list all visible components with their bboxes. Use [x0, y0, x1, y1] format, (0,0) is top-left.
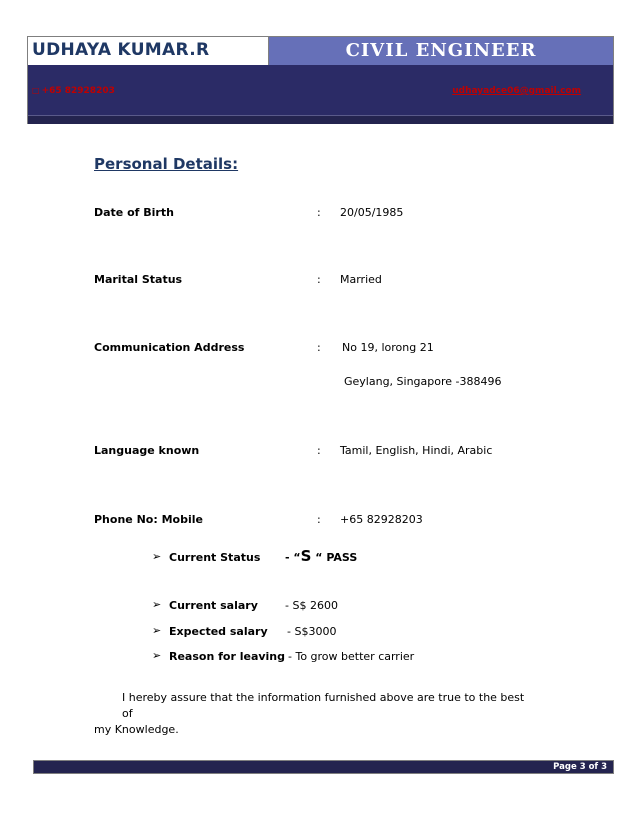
language-label: Language known	[94, 444, 200, 457]
bullet-arrow-icon: ➢	[152, 550, 162, 563]
phone-colon: :	[317, 513, 321, 526]
dob-label: Date of Birth	[94, 206, 174, 219]
address-label: Communication Address	[94, 341, 245, 354]
language-value: Tamil, English, Hindi, Arabic	[340, 444, 493, 457]
resume-header	[27, 36, 614, 124]
address-line2: Geylang, Singapore -388496	[344, 375, 502, 388]
name-cell	[28, 37, 269, 65]
bullet-arrow-icon: ➢	[152, 624, 162, 637]
reason-label: Reason for leaving	[169, 650, 286, 663]
status-pass-letter: S	[300, 547, 312, 565]
address-colon: :	[317, 341, 321, 354]
salary-value: - S$ 2600	[285, 599, 338, 612]
status-suffix: “ PASS	[311, 551, 358, 564]
reason-value: - To grow better carrier	[288, 650, 415, 663]
marital-value: Married	[340, 273, 382, 286]
marital-label: Marital Status	[94, 273, 183, 286]
declaration-line1: I hereby assure that the information furnished above are true to the best of	[122, 691, 525, 720]
address-line1: No 19, lorong 21	[342, 341, 434, 354]
phone-icon: □	[32, 86, 40, 95]
section-title: Personal Details:	[94, 155, 239, 173]
job-title: CIVIL ENGINEER	[345, 40, 537, 61]
bullet-arrow-icon: ➢	[152, 598, 162, 611]
dob-colon: :	[317, 206, 321, 219]
candidate-name: UDHAYA KUMAR.R	[32, 40, 210, 60]
phone-value: +65 82928203	[340, 513, 423, 526]
status-label: Current Status	[169, 551, 261, 564]
footer-bar	[33, 760, 614, 774]
header-phone	[32, 86, 115, 96]
title-cell	[269, 37, 613, 65]
dob-value: 20/05/1985	[340, 206, 404, 219]
declaration-line2: my Knowledge.	[94, 723, 179, 736]
header-phone-number: +65 82928203	[41, 86, 115, 96]
marital-colon: :	[317, 273, 321, 286]
phone-label: Phone No: Mobile	[94, 513, 203, 526]
header-strip	[28, 115, 613, 124]
header-email-link[interactable]: udhayadce06@gmail.com	[452, 86, 581, 96]
expected-salary-value: - S$3000	[287, 625, 337, 638]
declaration	[94, 690, 534, 738]
salary-label: Current salary	[169, 599, 258, 612]
expected-salary-label: Expected salary	[169, 625, 268, 638]
bullet-arrow-icon: ➢	[152, 649, 162, 662]
page-number: Page 3 of 3	[553, 762, 607, 772]
status-value	[285, 547, 357, 565]
status-prefix: - “	[285, 551, 301, 564]
language-colon: :	[317, 444, 321, 457]
